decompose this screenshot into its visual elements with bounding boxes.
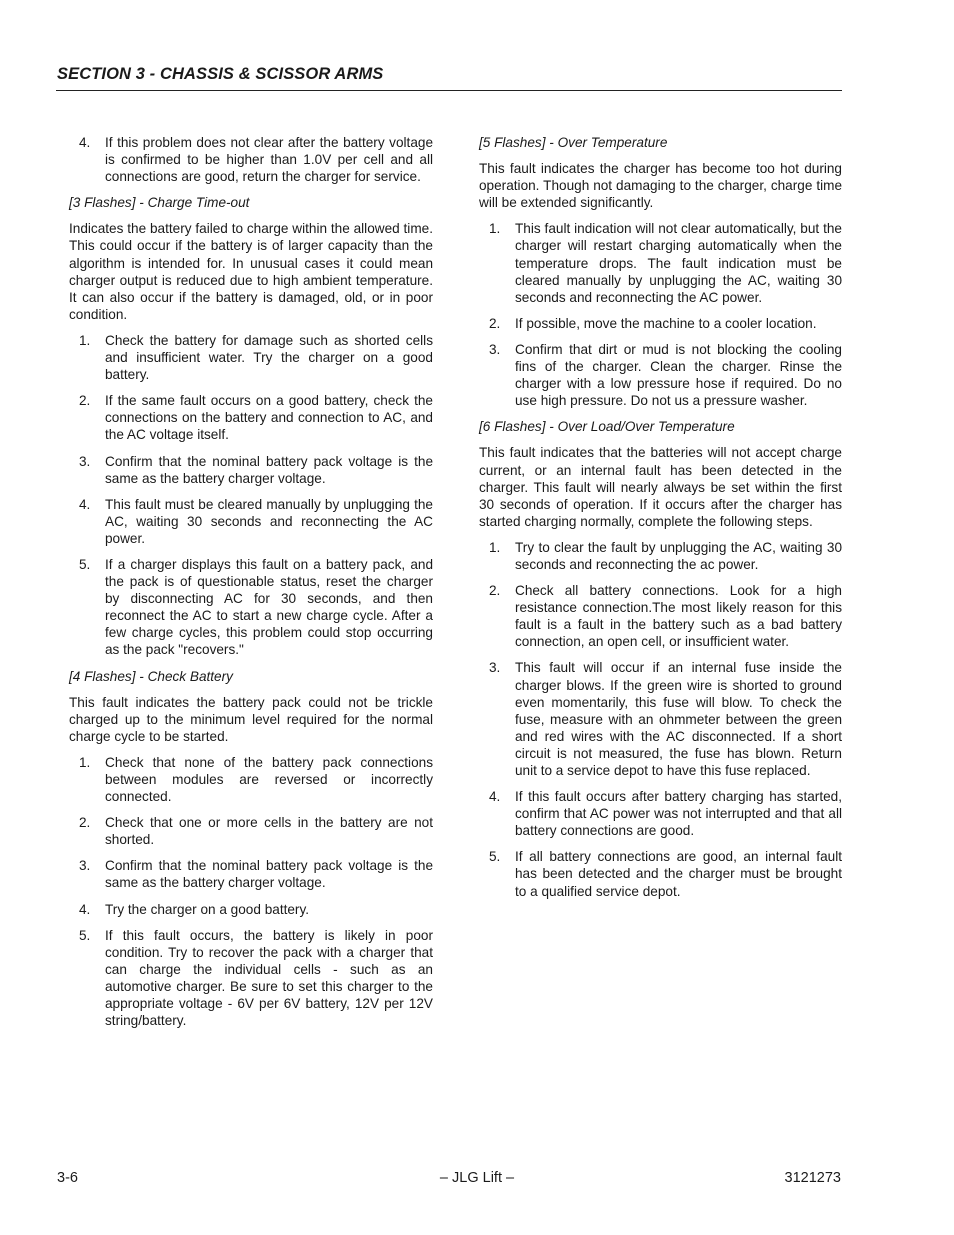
flash6-description: This fault indicates that the batteries will not accept charge current, or an internal fault has been detected in the charger. This fault will nearly always be set within the first 30 seconds of operation. If it occurs after the charger has started charging normally, complete the following steps. — [479, 445, 842, 529]
right-column — [479, 134, 842, 909]
list-item — [69, 901, 433, 918]
item-number: 2. — [489, 315, 501, 331]
item-text: If all battery connections are good, an internal fault has been detected and the charger must be brought to a qualified service depot. — [515, 849, 842, 899]
item-number: 1. — [489, 221, 501, 237]
flash4-description: This fault indicates the battery pack could not be trickle charged up to the minimum level required for the normal charge cycle to be started. — [69, 694, 433, 744]
footer-publisher: – JLG Lift – — [439, 1170, 515, 1186]
item-text: If the same fault occurs on a good battery, check the connections on the battery and connection to AC, and the AC voltage itself. — [105, 393, 433, 443]
list-item — [479, 788, 842, 839]
item-number: 4. — [489, 789, 501, 805]
flash3-description: Indicates the battery failed to charge within the allowed time. This could occur if the battery is of larger capacity than the algorithm is intended for. In unusual cases it could mean charger output is reduced due to high ambient temperature. It can also occur if the battery is damaged, old, or in poor condition. — [69, 221, 433, 322]
list-item — [479, 848, 842, 899]
item-text: This fault will occur if an internal fuse inside the charger blows. If the green wire is shorted to ground even momentarily, this fuse will blow. To check the fuse, measure with an ohmmeter between the green and red wires with the AC disconnected. If a short circuit is not measured, the fuse has blown. Return unit to a service depot to have this fuse replaced. — [515, 660, 842, 778]
list-item — [69, 857, 433, 891]
flash5-description: This fault indicates the charger has become too hot during operation. Though not damaging to the charger, charge time will be extended significantly. — [479, 161, 842, 211]
item-number: 2. — [79, 815, 91, 831]
item-number: 2. — [489, 583, 501, 599]
flash5-heading: [5 Flashes] - Over Temperature — [479, 135, 668, 150]
list-item — [69, 814, 433, 848]
flash4-heading: [4 Flashes] - Check Battery — [69, 668, 233, 684]
list-item — [69, 392, 433, 443]
item-text: If a charger displays this fault on a battery pack, and the pack is of questionable status, reset the charger by disconnecting AC for 30 seconds, and then reconnect the AC to start a new charge cycle. After a few charge cycles, this problem could stop occurring as the pack "recovers." — [105, 556, 433, 658]
list-item — [69, 556, 433, 659]
section-title: SECTION 3 - CHASSIS & SCISSOR ARMS — [57, 65, 384, 83]
item-text: Check that none of the battery pack connections between modules are reversed or incorrectly connected. — [105, 754, 433, 805]
list-item — [69, 332, 433, 383]
item-number: 4. — [79, 901, 91, 917]
item-text: Check the battery for damage such as shorted cells and insufficient water. Try the charger on a good battery. — [105, 332, 433, 383]
item-text: Check that one or more cells in the battery are not shorted. — [105, 815, 433, 848]
item-text: This fault indication will not clear automatically, but the charger will restart charging automatically when the temperature drops. The fault indication must be cleared manually by unplugging the AC, waiting 30 seconds and reconnecting the AC power. — [515, 221, 842, 305]
list-item — [479, 539, 842, 573]
item-number: 2. — [79, 393, 91, 409]
header-divider — [56, 90, 842, 91]
item-number: 5. — [79, 927, 91, 943]
item-number: 4. — [79, 135, 91, 150]
list-item — [69, 134, 433, 185]
page-number: 3-6 — [57, 1170, 78, 1186]
item-text: Confirm that the nominal battery pack voltage is the same as the battery charger voltage. — [105, 453, 433, 486]
item-text: This fault must be cleared manually by unplugging the AC, waiting 30 seconds and reconnecting the AC power. — [105, 496, 433, 546]
item-number: 4. — [79, 496, 91, 512]
item-number: 3. — [79, 858, 91, 874]
item-number: 3. — [79, 453, 91, 469]
item-number: 1. — [489, 539, 501, 555]
item-text: Try to clear the fault by unplugging the AC, waiting 30 seconds and reconnecting the ac power. — [515, 539, 842, 572]
flash6-heading: [6 Flashes] - Over Load/Over Temperature — [479, 419, 735, 435]
item-text: Check all battery connections. Look for a high resistance connection.The most likely reason for this fault is a fault in the battery such as a bad battery connection, an open cell, or insufficient water. — [515, 583, 842, 650]
list-item — [69, 453, 433, 487]
item-number: 5. — [79, 556, 91, 572]
list-item — [479, 582, 842, 650]
list-item — [479, 220, 842, 305]
item-text: If this fault occurs, the battery is likely in poor condition. Try to recover the pack with a charger that can charge the individual cells - such as an automotive charger. Be sure to set this charger to the appropriate voltage - 6V per 6V battery, 12V per 12V string/battery. — [105, 927, 433, 1029]
item-text: If this problem does not clear after the battery voltage is confirmed to be higher than 1.0V per cell and all connections are good, return the charger for service. — [105, 135, 433, 185]
document-number: 3121273 — [784, 1170, 841, 1186]
item-text: Try the charger on a good battery. — [105, 901, 310, 917]
item-text: Confirm that the nominal battery pack voltage is the same as the battery charger voltage. — [105, 858, 433, 891]
item-text: Confirm that dirt or mud is not blocking the cooling fins of the charger. Clean the charger. Rinse the charger with a low pressure hose if required. Do no use high pressure. Do not us a pressure washer. — [515, 341, 842, 409]
list-item — [69, 927, 433, 1030]
list-item — [69, 496, 433, 547]
list-item — [479, 659, 842, 779]
left-column — [69, 134, 433, 1038]
list-item — [479, 341, 842, 409]
item-number: 1. — [79, 754, 91, 770]
item-number: 3. — [489, 341, 501, 357]
list-item — [69, 754, 433, 805]
item-text: If possible, move the machine to a cooler location. — [515, 315, 817, 331]
item-number: 3. — [489, 660, 501, 676]
flash3-heading: [3 Flashes] - Charge Time-out — [69, 195, 250, 211]
item-text: If this fault occurs after battery charging has started, confirm that AC power was not interrupted and that all battery connections are good. — [515, 789, 842, 839]
item-number: 5. — [489, 849, 501, 865]
list-item — [479, 315, 842, 332]
item-number: 1. — [79, 332, 91, 348]
